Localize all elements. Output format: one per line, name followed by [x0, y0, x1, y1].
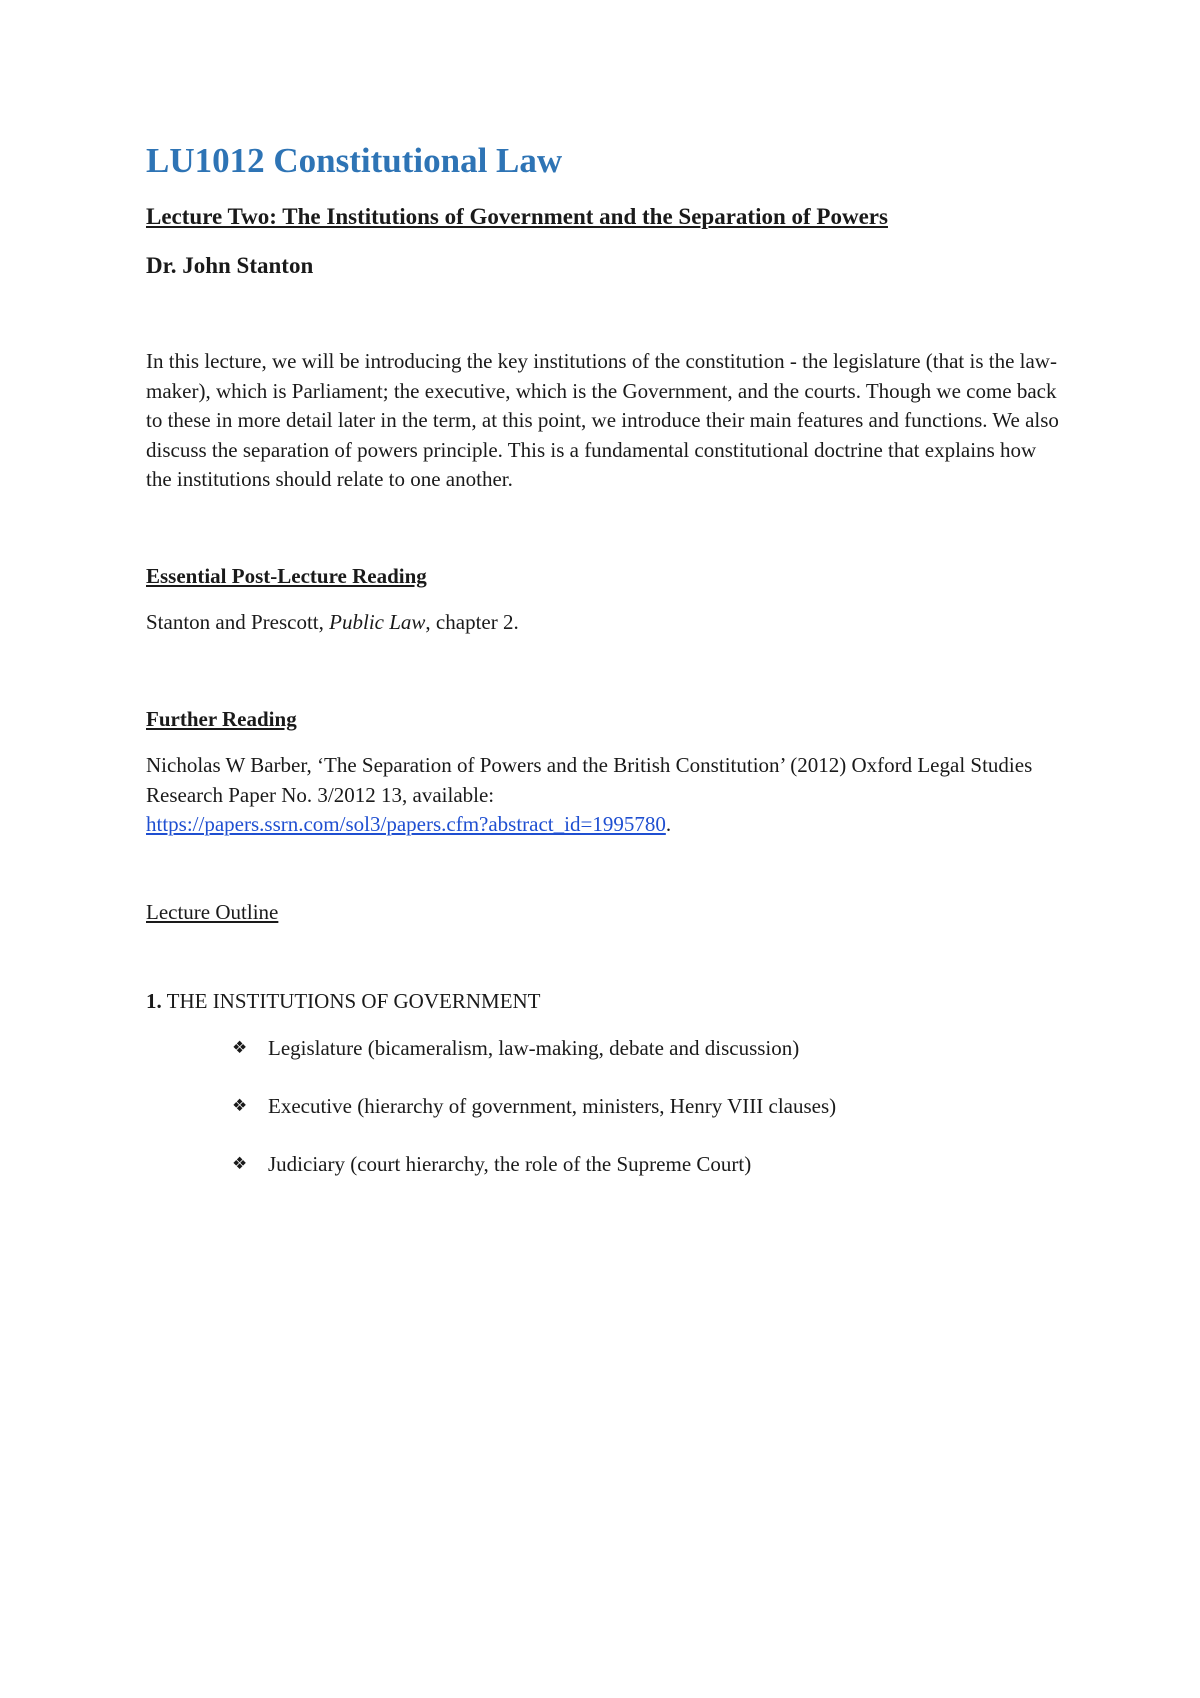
section-number: 1. [146, 988, 162, 1013]
lecture-outline-heading: Lecture Outline [146, 899, 279, 924]
lecture-subtitle: Lecture Two: The Institutions of Government and the Separation of Powers [146, 204, 888, 229]
ssrn-link[interactable]: https://papers.ssrn.com/sol3/papers.cfm?abstract_id=1995780 [146, 812, 666, 836]
section-title: THE INSTITUTIONS OF GOVERNMENT [161, 988, 541, 1013]
document-title: LU1012 Constitutional Law [146, 141, 563, 180]
further-reading-link-line [146, 810, 1066, 840]
essential-reading-entry [146, 608, 1066, 638]
diamond-bullet-icon: ❖ [232, 1153, 248, 1174]
further-reading-reference: Nicholas W Barber, ‘The Separation of Powers and the British Constitution’ (2012) Oxford Legal Studies Research Paper No. 3/2012 13, available: [146, 753, 1033, 807]
list-item-text: Executive (hierarchy of government, ministers, Henry VIII clauses) [268, 1093, 837, 1118]
author-name: Dr. John Stanton [146, 253, 314, 278]
list-item-text: Legislature (bicameralism, law-making, debate and discussion) [268, 1035, 800, 1060]
diamond-bullet-icon: ❖ [232, 1095, 248, 1116]
essential-reading-heading: Essential Post-Lecture Reading [146, 563, 427, 588]
essential-reading-book-title: Public Law [329, 609, 426, 634]
document-content [146, 140, 1066, 1208]
intro-paragraph: In this lecture, we will be introducing the key institutions of the constitution - the legislature (that is the law-maker), which is Parliament; the executive, which is the Government, and the courts. Though we come back to these in more detail later in the term, at this point, we introduce their main features and functions. We also discuss the separation of powers principle. This is a fundamental constitutional doctrine that explains how the institutions should relate to one another. [146, 349, 1059, 491]
further-reading-entry [146, 751, 1066, 840]
list-item [232, 1150, 1066, 1179]
list-item [232, 1034, 1066, 1063]
list-item-text: Judiciary (court hierarchy, the role of the Supreme Court) [268, 1151, 752, 1176]
further-reading-heading: Further Reading [146, 707, 297, 731]
list-item [232, 1092, 1066, 1121]
essential-reading-suffix: , chapter 2. [425, 609, 519, 634]
outline-section-heading [146, 987, 1066, 1016]
essential-reading-prefix: Stanton and Prescott, [146, 609, 330, 634]
diamond-bullet-icon: ❖ [232, 1037, 248, 1058]
link-suffix: . [665, 812, 672, 836]
outline-bullet-list [146, 1034, 1066, 1179]
